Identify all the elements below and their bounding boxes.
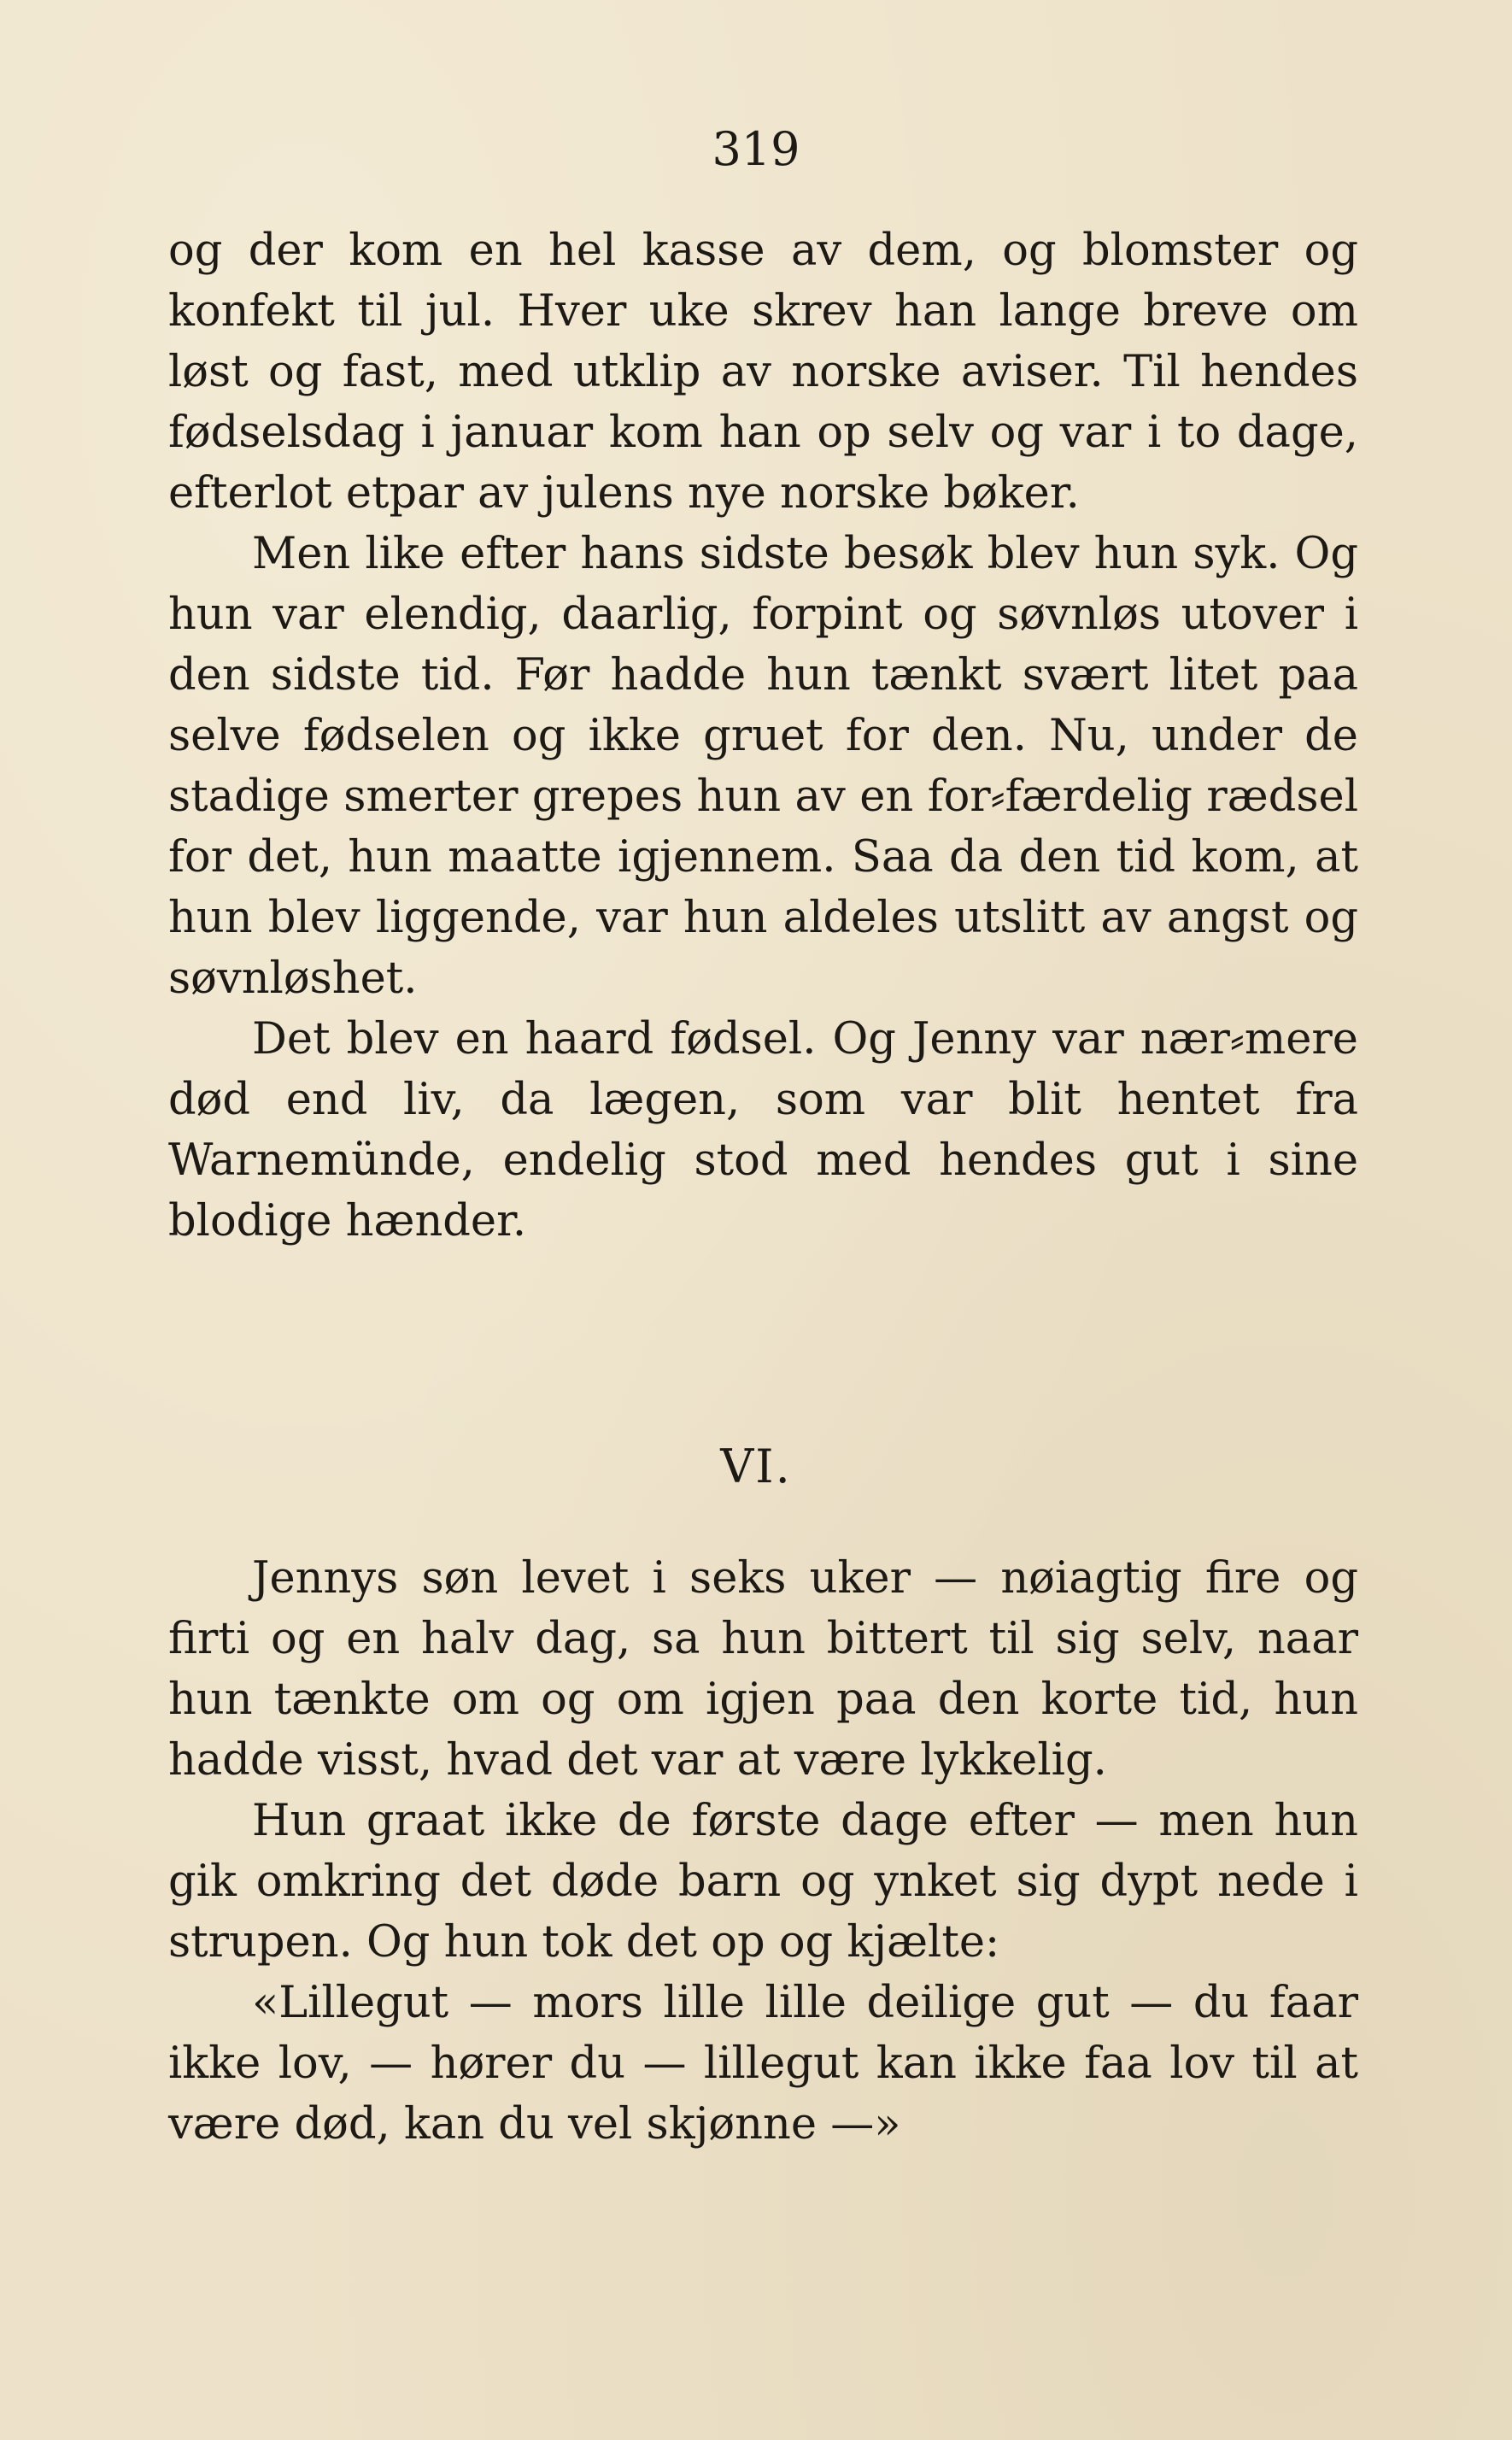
paragraph: Men like efter hans sidste besøk blev hun syk. Og hun var elendig, daarlig, forpint og søvnløs utover i den sidste tid. Før hadde hun tænkt svært litet paa selve fødselen og ikke gruet for den. Nu, under de stadige smerter grepes hun av en for⸗færdelig rædsel for det, hun maatte igjennem. Saa da den tid kom, at hun blev liggende, var hun aldeles utslitt av angst og søvnløshet. (168, 529, 1358, 1004)
text-block-bottom (168, 1548, 1358, 2155)
paragraph: og der kom en hel kasse av dem, og blomster og konfekt til jul. Hver uke skrev han lange breve om løst og fast, med utklip av norske aviser. Til hendes fødselsdag i januar kom han op selv og var i to dage, efterlot etpar av julens nye norske bøker. (168, 226, 1358, 519)
paragraph: Hun graat ikke de første dage efter — men hun gik omkring det døde barn og ynket sig dypt nede i strupen. Og hun tok det op og kjælte: (168, 1796, 1358, 1968)
text-block-top (168, 220, 1358, 1252)
paragraph: Det blev en haard fødsel. Og Jenny var nær⸗mere død end liv, da lægen, som var blit hentet fra Warnemünde, endelig stod med hendes gut i sine blodige hænder. (168, 1014, 1358, 1246)
paragraph: Jennys søn levet i seks uker — nøiagtig fire og firti og en halv dag, sa hun bittert til sig selv, naar hun tænkte om og om igjen paa den korte tid, hun hadde visst, hvad det var at være lykkelig. (168, 1553, 1358, 1786)
page-number: 319 (712, 122, 800, 176)
section-heading: VI. (720, 1440, 792, 1493)
paragraph: «Lillegut — mors lille lille deilige gut — du faar ikke lov, — hører du — lillegut kan ikke faa lov til at være død, kan du vel skjønne —» (168, 1978, 1358, 2150)
